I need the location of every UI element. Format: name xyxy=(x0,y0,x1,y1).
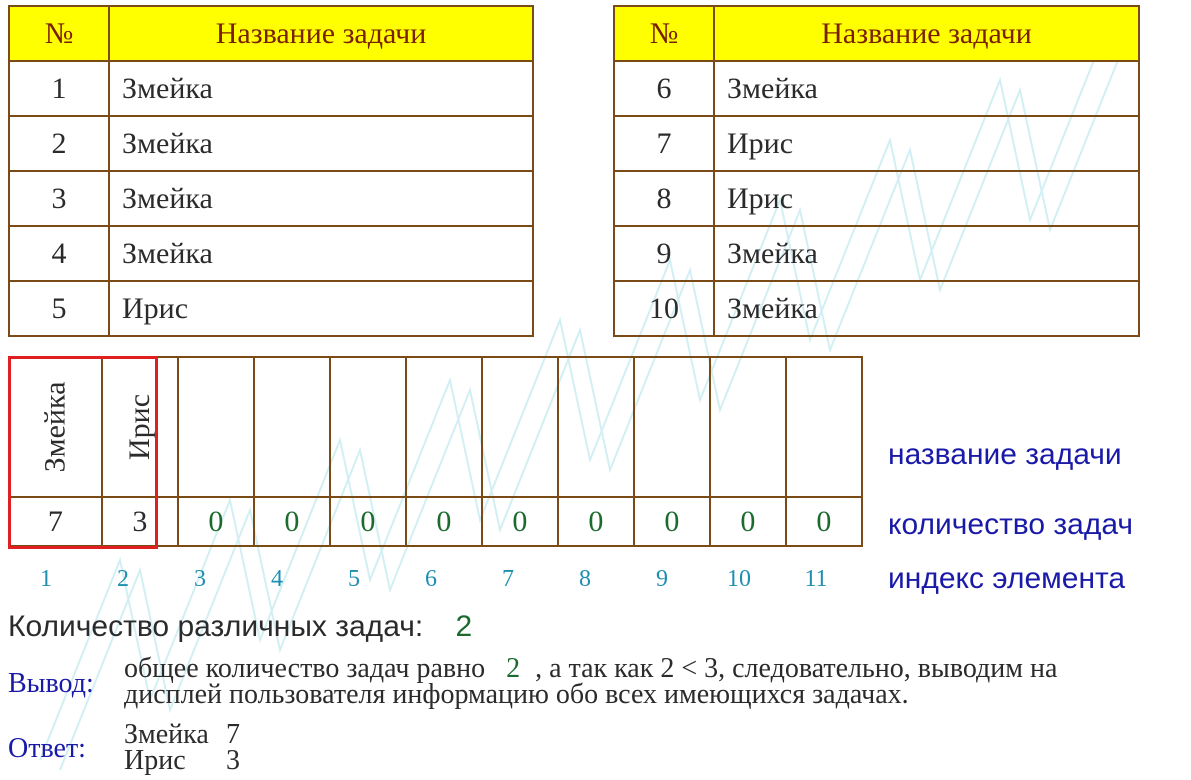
column-header-number: № xyxy=(9,6,109,61)
row-number: 7 xyxy=(614,116,714,171)
output-value: 2 xyxy=(506,653,521,684)
column-header-name: Название задачи xyxy=(714,6,1139,61)
array-count-cell: 0 xyxy=(330,497,406,546)
distinct-count-label: Количество различных задач: xyxy=(8,610,424,643)
selection-highlight xyxy=(8,356,158,549)
column-header-name: Название задачи xyxy=(109,6,533,61)
table-row xyxy=(9,226,533,281)
row-task-name: Змейка xyxy=(109,171,533,226)
tasks-table-left xyxy=(8,5,534,337)
array-index-label: 5 xyxy=(348,566,360,592)
array-name-cell xyxy=(178,357,254,497)
output-label: Вывод: xyxy=(8,668,94,699)
table-row xyxy=(9,281,533,336)
tasks-table-right xyxy=(613,5,1140,337)
row-number: 3 xyxy=(9,171,109,226)
array-name-cell xyxy=(558,357,634,497)
row-task-name: Змейка xyxy=(714,281,1139,336)
answer-list xyxy=(124,719,240,776)
table-header-row xyxy=(9,6,533,61)
row-task-name: Ирис xyxy=(109,281,533,336)
row-number: 1 xyxy=(9,61,109,116)
answer-item-count: 7 xyxy=(226,719,240,750)
row-number: 10 xyxy=(614,281,714,336)
array-count-cell: 0 xyxy=(254,497,330,546)
row-number: 5 xyxy=(9,281,109,336)
answer-item-count: 3 xyxy=(226,745,240,776)
array-count-cell: 0 xyxy=(710,497,786,546)
legend-names: название задачи xyxy=(888,438,1122,471)
array-index-label: 9 xyxy=(656,566,668,592)
row-number: 8 xyxy=(614,171,714,226)
array-count-cell: 0 xyxy=(558,497,634,546)
array-name-cell xyxy=(406,357,482,497)
table-row xyxy=(9,116,533,171)
array-count-cell: 7 xyxy=(9,497,102,546)
table-row xyxy=(614,226,1139,281)
array-count-cell: 3 xyxy=(102,497,178,546)
row-number: 6 xyxy=(614,61,714,116)
output-text-b: , а так как 2 < 3, следовательно, выводим на xyxy=(535,653,1058,684)
array-name-cell xyxy=(330,357,406,497)
table-row xyxy=(614,61,1139,116)
row-number: 9 xyxy=(614,226,714,281)
array-name-text: Ирис xyxy=(122,393,156,461)
output-text xyxy=(124,653,1189,710)
row-task-name: Змейка xyxy=(109,61,533,116)
array-name-cell xyxy=(482,357,558,497)
table-row xyxy=(614,171,1139,226)
array-name-cell xyxy=(254,357,330,497)
array-index-label: 3 xyxy=(194,566,206,592)
row-task-name: Змейка xyxy=(109,116,533,171)
answer-item-name: Змейка xyxy=(124,719,209,750)
distinct-count-line xyxy=(8,610,472,644)
row-task-name: Змейка xyxy=(109,226,533,281)
answer-label: Ответ: xyxy=(8,733,86,764)
output-text-a: общее количество задач равно xyxy=(124,653,486,684)
row-task-name: Змейка xyxy=(714,226,1139,281)
array-index-label: 11 xyxy=(804,566,828,592)
array-count-cell: 0 xyxy=(406,497,482,546)
answer-item-name: Ирис xyxy=(124,745,186,776)
row-number: 2 xyxy=(9,116,109,171)
array-name-cell xyxy=(634,357,710,497)
legend-counts: количество задач xyxy=(888,508,1134,541)
array-index-label: 6 xyxy=(425,566,437,592)
table-row xyxy=(9,61,533,116)
array-index-label: 2 xyxy=(117,566,129,592)
array-name-cell xyxy=(710,357,786,497)
table-row xyxy=(614,116,1139,171)
table-header-row xyxy=(614,6,1139,61)
array-count-cell: 0 xyxy=(786,497,862,546)
array-name-cell xyxy=(786,357,862,497)
table-row xyxy=(614,281,1139,336)
output-line-2: дисплей пользователя информацию обо всех имеющихся задачах. xyxy=(124,679,909,710)
array-index-label: 4 xyxy=(271,566,283,592)
row-task-name: Ирис xyxy=(714,116,1139,171)
row-number: 4 xyxy=(9,226,109,281)
array-index-label: 8 xyxy=(579,566,591,592)
column-header-number: № xyxy=(614,6,714,61)
answer-item xyxy=(124,745,240,776)
array-index-label: 10 xyxy=(727,566,751,592)
legend-indices: индекс элемента xyxy=(888,562,1126,595)
row-task-name: Ирис xyxy=(714,171,1139,226)
array-index-label: 1 xyxy=(40,566,52,592)
row-task-name: Змейка xyxy=(714,61,1139,116)
array-count-cell: 0 xyxy=(178,497,254,546)
array-name-text: Змейка xyxy=(38,381,72,473)
array-count-cell: 0 xyxy=(634,497,710,546)
array-index-label: 7 xyxy=(502,566,514,592)
table-row xyxy=(9,171,533,226)
distinct-count-value: 2 xyxy=(455,610,473,643)
array-count-cell: 0 xyxy=(482,497,558,546)
